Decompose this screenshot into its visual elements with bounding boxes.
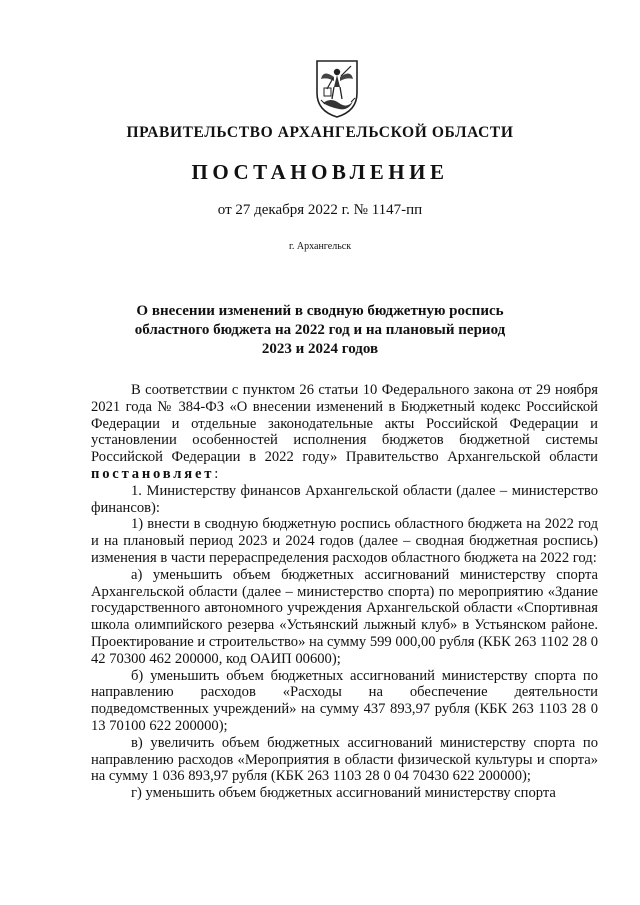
- document-title: [120, 302, 520, 359]
- preamble-paragraph: В соответствии с пунктом 26 статьи 10 Федерального закона от 29 ноября 2021 года № 384-ФЗ «О внесении изменений в Бюджетный кодекс Российской Федерации и отдельные законодательные акты Российской Федерации и установлении особенностей исполнения бюджетов бюджетной системы Российской Федерации в 2022 году» Правительство Архангельской области постановляет:: [91, 382, 598, 482]
- clause-b: б) уменьшить объем бюджетных ассигнований министерству спорта по направлению расходов «Расходы на обеспечение деятельности подведомственных учреждений» на сумму 437 893,97 рубля (КБК 263 1103 28 0 13 70100 622 200000);: [91, 667, 598, 734]
- coat-of-arms-emblem: [313, 57, 361, 119]
- preamble-text: В соответствии с пунктом 26 статьи 10 Федерального закона от 29 ноября 2021 года № 384-ФЗ «О внесении изменений в Бюджетный кодекс Российской Федерации и отдельные законодательные акты Российской Федерации и установлении особенностей исполнения бюджетов бюджетной системы Российской Федерации в 2022 году» Правительство Архангельской области: [91, 382, 598, 466]
- clause-1: 1. Министерству финансов Архангельской области (далее – министерство финансов):: [91, 482, 598, 516]
- document-place: г. Архангельск: [288, 241, 352, 252]
- document-body: [91, 382, 598, 802]
- clause-a: а) уменьшить объем бюджетных ассигнований министерству спорта Архангельской области (далее – министерство спорта) по мероприятию «Здание государственного автономного учреждения Архангельской области «Спортивная школа олимпийского резерва «Устьянский лыжный клуб» в Устьянском районе. Проектирование и строительство» на сумму 599 000,00 рубля (КБК 263 1102 28 0 42 70300 462 200000, код ОАИП 00600);: [91, 566, 598, 667]
- document-date-number: от 27 декабря 2022 г. № 1147-пп: [217, 202, 423, 218]
- title-line-3: 2023 и 2024 годов: [261, 341, 379, 357]
- clause-g: г) уменьшить объем бюджетных ассигнований министерству спорта: [131, 785, 556, 802]
- government-name: ПРАВИТЕЛЬСТВО АРХАНГЕЛЬСКОЙ ОБЛАСТИ: [126, 124, 514, 141]
- clause-1-1: 1) внести в сводную бюджетную роспись областного бюджета на 2022 год и на плановый период 2023 и 2024 годов (далее – сводная бюджетная роспись) изменения в части перераспределения расходов областного бюджета на 2022 год:: [91, 516, 598, 566]
- clause-v: в) увеличить объем бюджетных ассигнований министерству спорта по направлению расходов «Мероприятия в области физической культуры и спорта» на сумму 1 036 893,97 рубля (КБК 263 1103 28 0 04 70430 622 200000);: [91, 734, 598, 785]
- title-line-1: О внесении изменений в сводную бюджетную роспись: [136, 303, 504, 319]
- title-line-2: областного бюджета на 2022 год и на плановый период: [134, 322, 506, 338]
- document-type: ПОСТАНОВЛЕНИЕ: [191, 160, 449, 184]
- resolves-word: постановляет: [91, 465, 215, 482]
